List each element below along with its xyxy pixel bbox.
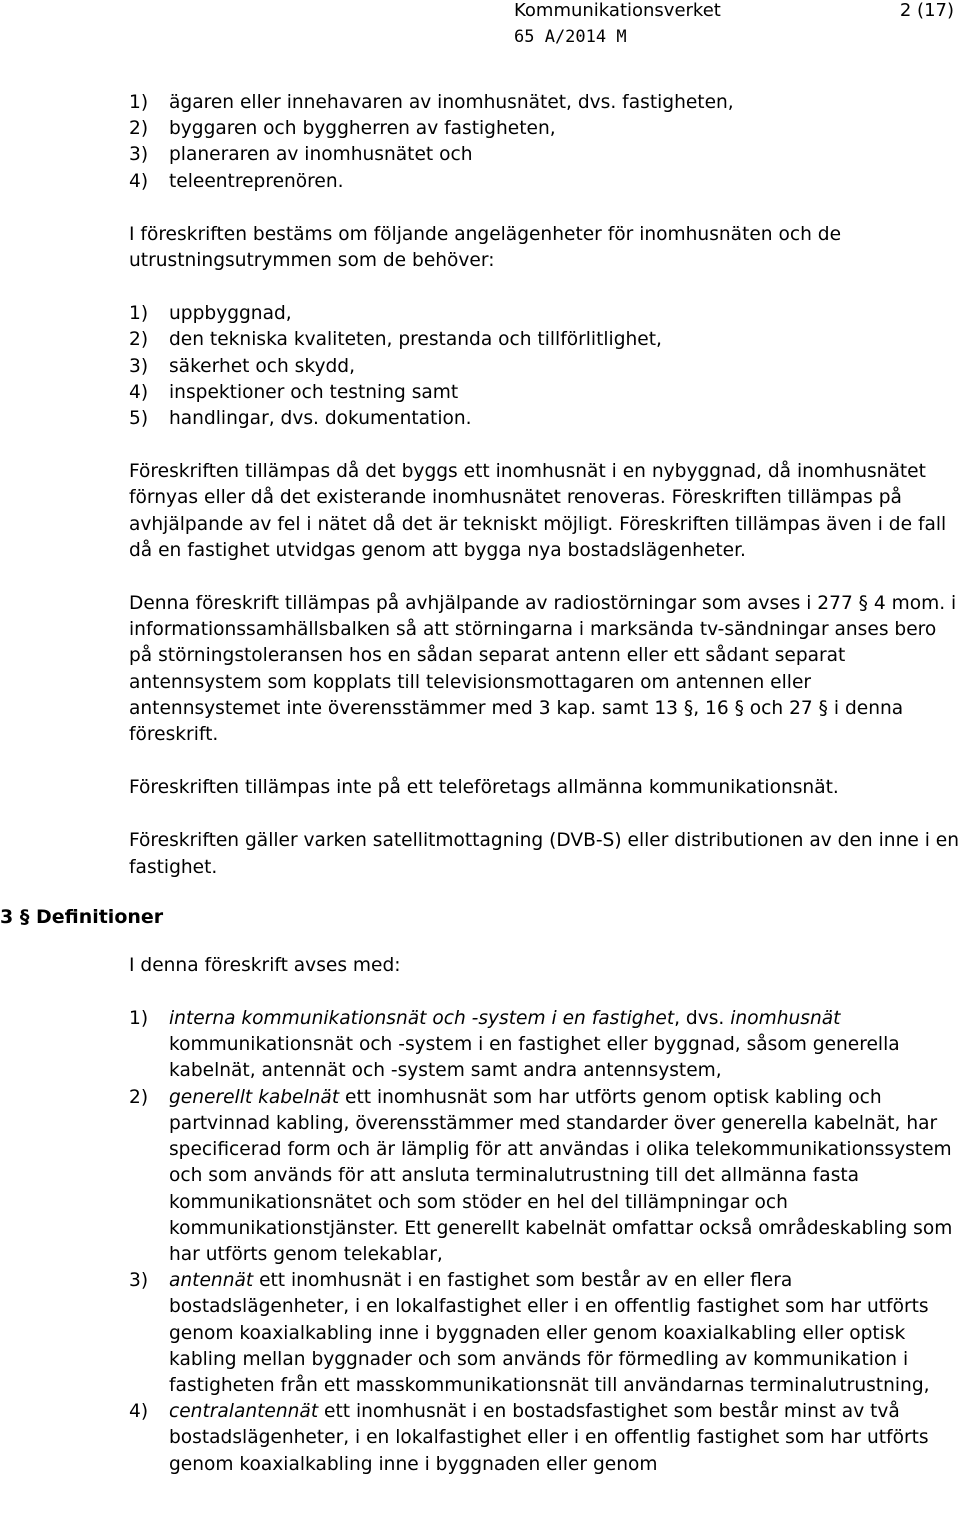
intro-list xyxy=(129,90,959,195)
list-item xyxy=(129,380,959,406)
list-number: 5) xyxy=(129,408,149,430)
definition-term: generellt kabelnät xyxy=(169,1086,340,1108)
list-number: 2) xyxy=(129,1086,149,1108)
list-text: handlingar, dvs. dokumentation. xyxy=(169,408,472,430)
paragraph-satellite: Föreskriften gäller varken satellitmottagning (DVB-S) eller distributionen av den inne i en fastighet. xyxy=(129,830,959,878)
list-text: säkerhet och skydd, xyxy=(169,355,355,377)
list-number: 1) xyxy=(129,1008,149,1030)
list-text: teleentreprenören. xyxy=(169,170,344,192)
list-item xyxy=(129,301,959,327)
list-number: 3) xyxy=(129,355,149,377)
definition-connector: , dvs. xyxy=(674,1008,731,1030)
page-header xyxy=(514,0,954,50)
list-number: 4) xyxy=(129,170,149,192)
definition-text xyxy=(169,1268,959,1399)
list-text: uppbyggnad, xyxy=(169,303,292,325)
definition-item xyxy=(129,1268,959,1399)
matters-list xyxy=(129,301,959,432)
definition-text xyxy=(169,1085,959,1268)
definition-text xyxy=(169,1006,959,1085)
list-item xyxy=(129,142,959,168)
definition-term-alt: inomhusnät xyxy=(730,1008,841,1030)
header-page-number: 2 (17) xyxy=(899,0,954,21)
list-text: inspektioner och testning samt xyxy=(169,381,459,403)
list-number: 2) xyxy=(129,329,149,351)
definition-term: interna kommunikationsnät och -system i en fastighet xyxy=(169,1008,675,1030)
definition-body: kommunikationsnät och -system i en fastighet eller byggnad, såsom generella kabelnät, antennät och -system samt andra antennsystem, xyxy=(169,1034,900,1082)
list-text: den tekniska kvaliteten, prestanda och tillförlitlighet, xyxy=(169,329,662,351)
list-text: byggaren och byggherren av fastigheten, xyxy=(169,118,556,140)
definition-item xyxy=(129,1399,959,1478)
paragraph-scope: I föreskriften bestäms om följande angelägenheter för inomhusnäten och de utrustningsutrymmen som de behöver: xyxy=(129,223,842,272)
list-number: 1) xyxy=(129,92,149,113)
definition-text xyxy=(169,1399,959,1478)
definition-term: centralantennät xyxy=(169,1401,319,1423)
definition-term: antennät xyxy=(169,1270,254,1292)
list-number: 2) xyxy=(129,118,149,140)
list-item xyxy=(129,354,959,380)
list-item xyxy=(129,169,959,195)
list-text: planeraren av inomhusnätet och xyxy=(169,144,473,166)
definition-item xyxy=(129,1085,959,1268)
header-organization: Kommunikationsverket xyxy=(514,0,721,21)
definition-item xyxy=(129,1006,959,1085)
paragraph-definitions-intro: I denna föreskrift avses med: xyxy=(129,954,401,976)
definition-body: ett inomhusnät som har utförts genom optisk kabling och partvinnad kabling, överensstämmer med standarder över generella kabelnät, har specificerad form och är lämplig för att användas i olika telekommunikationssystem och som används för att ansluta terminalutrustning till det allmänna fasta kommunikationsnätet och som stöder en hel del tillämpningar och kommunikationstjänster. Ett generellt kabelnät omfattar också områdeskabling som har utförts genom telekablar, xyxy=(169,1086,953,1265)
list-number: 3) xyxy=(129,1270,149,1292)
header-reference: 65 A/2014 M xyxy=(514,27,627,47)
list-number: 4) xyxy=(129,381,149,403)
definition-body: ett inomhusnät i en bostadsfastighet som består minst av två bostadslägenheter, i en lokalfastighet eller i en offentlig fastighet som har utförts genom koaxialkabling inne i byggnaden eller genom xyxy=(169,1401,929,1475)
list-number: 4) xyxy=(129,1401,149,1423)
paragraph-application: Föreskriften tillämpas då det byggs ett inomhusnät i en nybyggnad, då inomhusnätet förnyas eller då det existerande inomhusnätet renoveras. Föreskriften tillämpas på avhjälpande av fel i nätet då det är tekniskt möjligt. Föreskriften tillämpas även i de fall då en fastighet utvidgas genom att bygga nya bostadslägenheter. xyxy=(129,461,947,561)
list-text: ägaren eller innehavaren av inomhusnätet, dvs. fastigheten, xyxy=(169,92,734,113)
list-item xyxy=(129,327,959,353)
section-heading-definitions: 3 § Definitioner xyxy=(0,906,164,928)
list-number: 1) xyxy=(129,303,149,325)
definition-body: ett inomhusnät i en fastighet som består av en eller flera bostadslägenheter, i en lokalfastighet eller i en offentlig fastighet som har utförts genom koaxialkabling inne i byggnaden eller genom koaxialkabling eller optisk kabling mellan byggnader och som används för förmedling av kommunikation i fastigheten från ett masskommunikationsnät till användarnas terminalutrustning, xyxy=(169,1270,930,1396)
paragraph-radio-interference: Denna föreskrift tillämpas på avhjälpande av radiostörningar som avses i 277 § 4 mom. i informationssamhällsbalken så att störningarna i marksända tv-sändningar anses bero på störningstoleransen hos en sådan separat antenn eller ett sådant separat antennsystem som kopplats till televisionsmottagaren om antennen eller antennsystemet inte överensstämmer med 3 kap. samt 13 §, 16 § och 27 § i denna föreskrift. xyxy=(129,593,957,746)
document-body xyxy=(129,90,959,1505)
paragraph-not-applicable: Föreskriften tillämpas inte på ett teleföretags allmänna kommunikationsnät. xyxy=(129,777,839,799)
list-item xyxy=(129,406,959,432)
definitions-list xyxy=(129,1006,959,1478)
list-item xyxy=(129,116,959,142)
list-item xyxy=(129,90,959,116)
list-number: 3) xyxy=(129,144,149,166)
